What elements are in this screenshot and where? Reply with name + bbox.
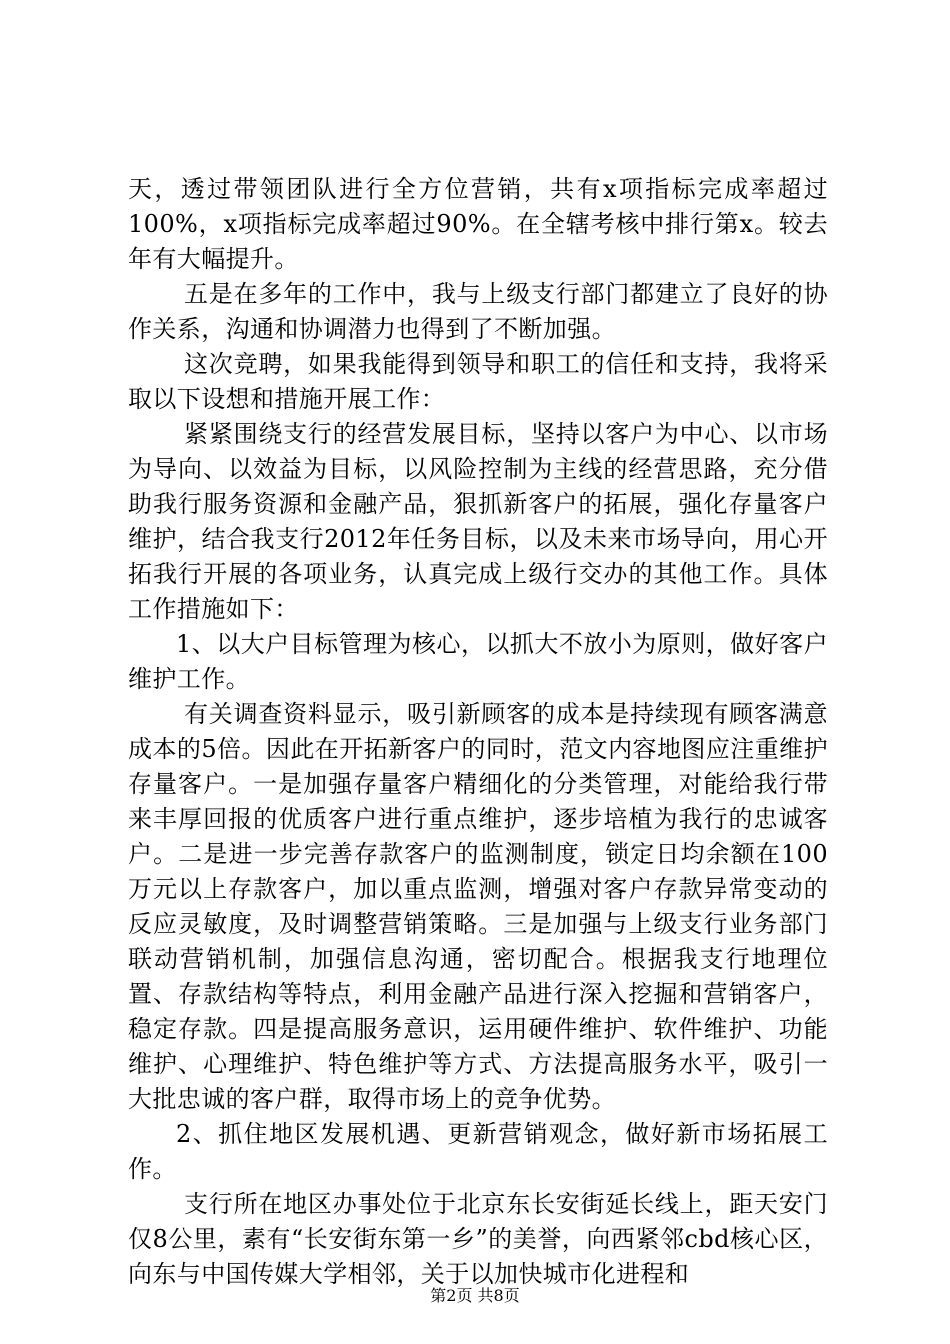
paragraph-cooperation: 五是在多年的工作中，我与上级支行部门都建立了良好的协作关系，沟通和协调潜力也得到了不断加强。: [128, 280, 828, 343]
paragraph-goals: 紧紧围绕支行的经营发展目标，坚持以客户为中心、以市场为导向、以效益为目标，以风险控制为主线的经营思路，充分借助我行服务资源和金融产品，狠抓新客户的拓展，强化存量客户维护，结合我支行2012年任务目标，以及未来市场导向，用心开拓我行开展的各项业务，认真完成上级行交办的其他工作。具体工作措施如下：: [128, 420, 828, 623]
paragraph-location: 支行所在地区办事处位于北京东长安街延长线上，距天安门仅8公里，素有“长安街东第一乡”的美誉，向西紧邻cbd核心区，向东与中国传媒大学相邻，关于以加快城市化进程和: [128, 1190, 828, 1288]
paragraph-customer-maintenance: 有关调查资料显示，吸引新顾客的成本是持续现有顾客满意成本的5倍。因此在开拓新客户的同时，范文内容地图应注重维护存量客户。一是加强存量客户精细化的分类管理，对能给我行带来丰厚回报的优质客户进行重点维护，逐步培植为我行的忠诚客户。二是进一步完善存款客户的监测制度，锁定日均余额在100万元以上存款客户，加以重点监测，增强对客户存款异常变动的反应灵敏度，及时调整营销策略。三是加强与上级支行业务部门联动营销机制，加强信息沟通，密切配合。根据我支行地理位置、存款结构等特点，利用金融产品进行深入挖掘和营销客户，稳定存款。四是提高服务意识，运用硬件维护、软件维护、功能维护、心理维护、特色维护等方式、方法提高服务水平，吸引一大批忠诚的客户群，取得市场上的竞争优势。: [128, 700, 828, 1113]
heading-item-2: 2、抓住地区发展机遇、更新营销观念，做好新市场拓展工作。: [128, 1120, 828, 1183]
paragraph-competition: 这次竞聘，如果我能得到领导和职工的信任和支持，我将采取以下设想和措施开展工作：: [128, 350, 828, 413]
paragraph-continuation: 天，透过带领团队进行全方位营销，共有x项指标完成率超过100%，x项指标完成率超过90%。在全辖考核中排行第x。较去年有大幅提升。: [128, 175, 828, 273]
page-footer: 第2页 共8页: [430, 1286, 520, 1305]
heading-item-1: 1、以大户目标管理为核心，以抓大不放小为原则，做好客户维护工作。: [128, 630, 828, 693]
document-body: [128, 172, 828, 1292]
